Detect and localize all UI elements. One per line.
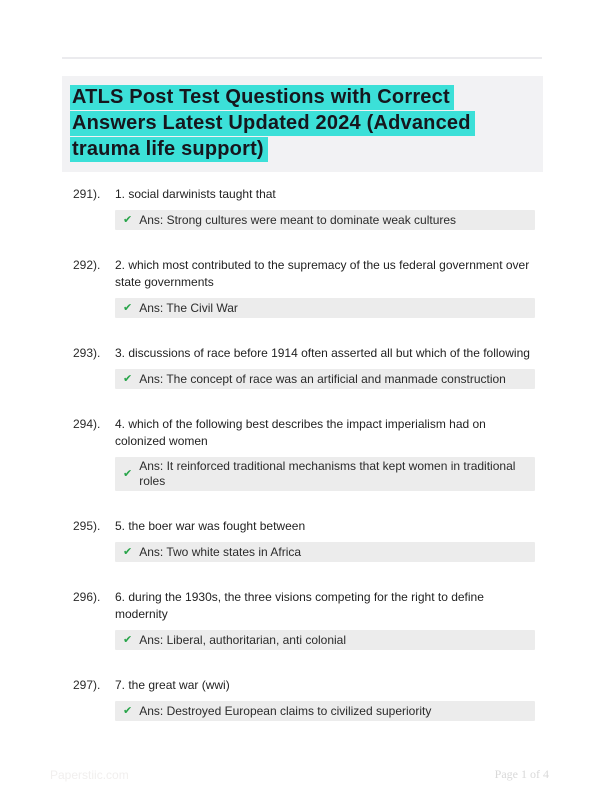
questions-list	[62, 186, 543, 748]
qa-item	[62, 589, 543, 650]
check-icon: ✔	[123, 301, 133, 314]
question-number: 297).	[73, 678, 101, 692]
qa-item	[62, 257, 543, 318]
question-text: 6. during the 1930s, the three visions competing for the right to define modernity	[115, 590, 484, 621]
answer-row	[115, 701, 535, 721]
question-text: 2. which most contributed to the supremacy of the us federal government over state governments	[115, 258, 530, 289]
answer-text: Ans: It reinforced traditional mechanisms that kept women in traditional roles	[139, 459, 516, 488]
answer-row	[115, 630, 535, 650]
qa-content	[115, 589, 535, 650]
qa-content	[115, 416, 535, 491]
check-icon: ✔	[123, 633, 133, 646]
question-number: 291).	[73, 187, 101, 201]
answer-text: Ans: The Civil War	[139, 300, 238, 315]
qa-content	[115, 257, 535, 318]
qa-content	[115, 518, 535, 562]
question-number: 296).	[73, 590, 101, 604]
watermark-text: Paperstiic.com	[50, 768, 129, 782]
question-text: 1. social darwinists taught that	[115, 187, 276, 201]
question-text: 3. discussions of race before 1914 often asserted all but which of the following	[115, 346, 530, 360]
answer-text: Ans: The concept of race was an artificial and manmade construction	[139, 371, 506, 386]
answer-text: Ans: Two white states in Africa	[139, 544, 302, 559]
qa-item	[62, 677, 543, 721]
answer-text: Ans: Strong cultures were meant to dominate weak cultures	[139, 212, 457, 227]
answer-row	[115, 542, 535, 562]
answer-row	[115, 298, 535, 318]
qa-content	[115, 186, 535, 230]
answer-row	[115, 369, 535, 389]
check-icon: ✔	[123, 372, 133, 385]
answer-text: Ans: Destroyed European claims to civilized superiority	[139, 703, 432, 718]
answer-row	[115, 457, 535, 491]
page-number: Page 1 of 4	[494, 767, 549, 781]
question-number: 292).	[73, 258, 101, 272]
check-icon: ✔	[123, 467, 133, 480]
answer-text: Ans: Liberal, authoritarian, anti colonial	[139, 632, 347, 647]
qa-item	[62, 518, 543, 562]
qa-item	[62, 186, 543, 230]
qa-item	[62, 416, 543, 491]
question-text: 7. the great war (wwi)	[115, 678, 230, 692]
answer-row	[115, 210, 535, 230]
check-icon: ✔	[123, 704, 133, 717]
title-band	[62, 76, 543, 172]
question-number: 293).	[73, 346, 101, 360]
qa-content	[115, 677, 535, 721]
question-text: 4. which of the following best describes the impact imperialism had on colonized women	[115, 417, 486, 448]
qa-content	[115, 345, 535, 389]
question-number: 294).	[73, 417, 101, 431]
check-icon: ✔	[123, 545, 133, 558]
qa-item	[62, 345, 543, 389]
check-icon: ✔	[123, 213, 133, 226]
question-text: 5. the boer war was fought between	[115, 519, 306, 533]
question-number: 295).	[73, 519, 101, 533]
page-title	[70, 84, 535, 162]
title-highlight: ATLS Post Test Questions with Correct Answers Latest Updated 2024 (Advanced trauma life support)	[70, 85, 475, 162]
top-divider	[62, 57, 542, 59]
